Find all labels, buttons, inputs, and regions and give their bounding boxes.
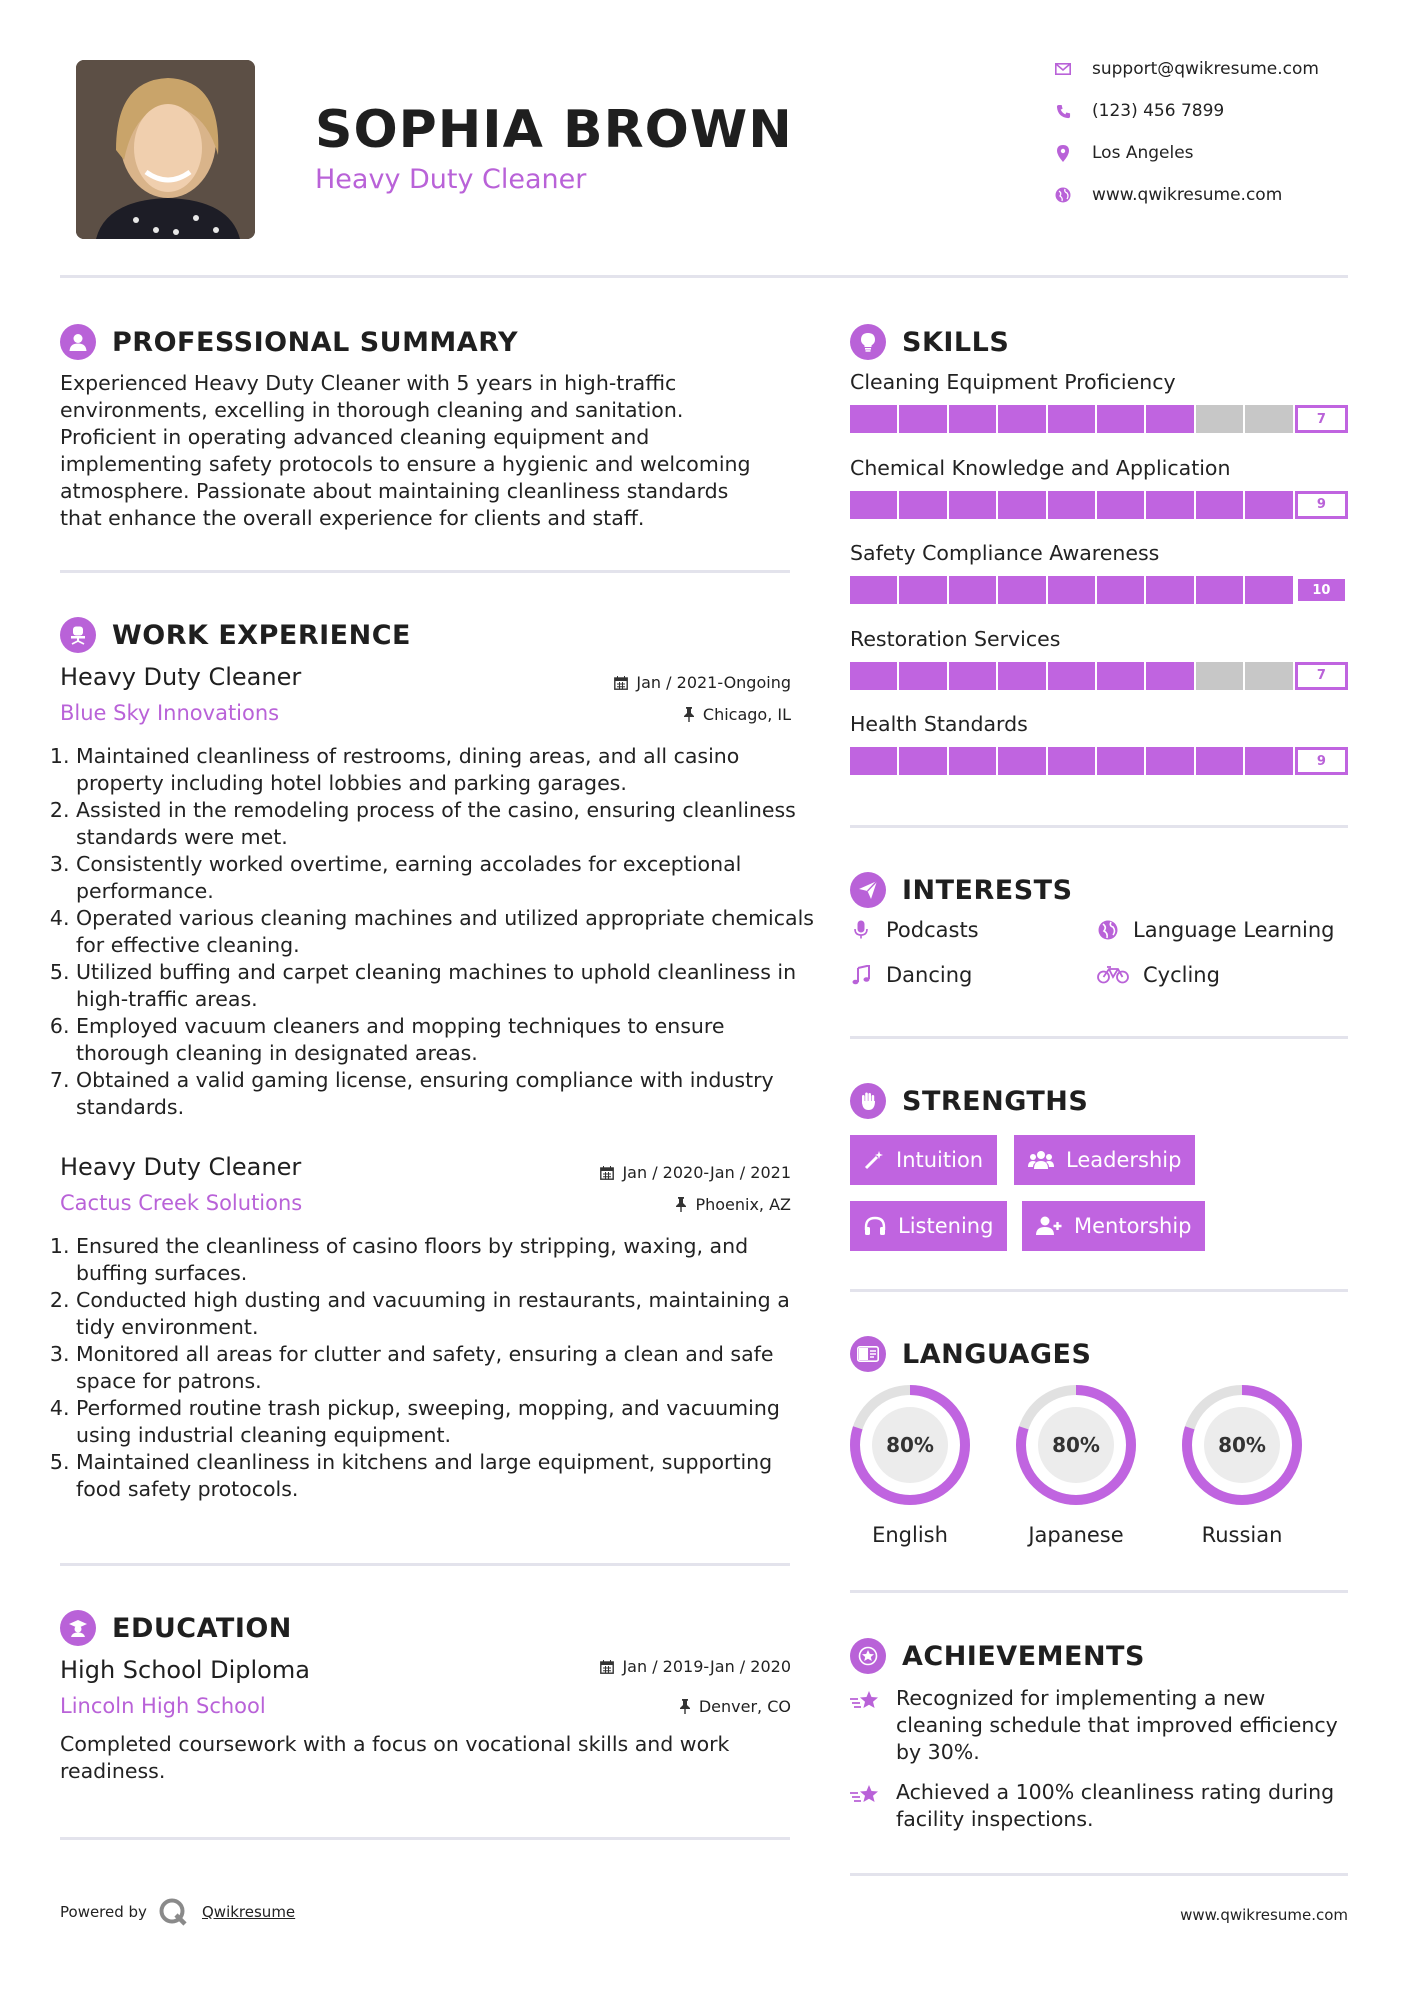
language-item [996,1383,1156,1547]
strength-chip [850,1201,1007,1251]
language-name: Japanese [1028,1523,1124,1547]
skill-name: Restoration Services [850,626,1061,651]
job-1-duties [58,743,821,1121]
duty-item: 1. Maintained cleanliness of restrooms, dining areas, and all casino property including hotel lobbies and parking garages. [76,743,821,797]
languages-title: LANGUAGES [902,1338,1092,1370]
skill-bar-segment [949,576,998,604]
skills-divider [850,825,1348,828]
language-ring [848,1383,972,1507]
music-note-icon [850,965,872,985]
interest-label: Language Learning [1133,918,1335,942]
shooting-star-icon [850,1779,880,1833]
achievements-heading [850,1638,1145,1674]
job-2-duties [58,1233,821,1503]
skill-bar-segment [949,662,998,690]
job-2-title: Heavy Duty Cleaner [60,1153,302,1181]
skill-bar-segment [949,747,998,775]
job-1-title: Heavy Duty Cleaner [60,663,302,691]
education-school: Lincoln High School [60,1694,266,1718]
paper-plane-icon [850,872,886,908]
strength-label: Leadership [1066,1148,1182,1172]
graduate-icon [60,1610,96,1646]
contact-location-text: Los Angeles [1092,143,1194,163]
powered-by-label: Powered by [60,1903,147,1921]
job-2-location [500,1195,791,1214]
skill-bar-segment [1196,576,1245,604]
qwikresume-logo [158,1897,188,1931]
candidate-title: Heavy Duty Cleaner [315,164,587,195]
strength-chip [1014,1135,1195,1185]
achievement-line: by 30%. [896,1740,980,1764]
users-icon [1028,1150,1054,1170]
education-degree: High School Diploma [60,1656,310,1684]
language-name: English [872,1523,948,1547]
skill-bar-segment [1048,747,1097,775]
summary-divider [60,570,790,573]
headphones-icon [864,1216,886,1236]
skill-bar-segment [1196,405,1245,433]
skills-title: SKILLS [902,326,1010,358]
skill-bar-segment [1245,747,1294,775]
duty-item: 5. Maintained cleanliness in kitchens and large equipment, supporting food safety protocols. [76,1449,821,1503]
skill-bar-segment [998,576,1047,604]
skill-bar-segment [949,405,998,433]
education-dates [500,1657,791,1676]
skill-bar-segment [850,491,899,519]
skill-bar-segment [1245,662,1294,690]
skill-bar-segment [899,405,948,433]
language-ring [1180,1383,1304,1507]
job-2-dates-text: Jan / 2020-Jan / 2021 [622,1163,791,1182]
office-chair-icon [60,617,96,653]
skill-bar-segment [850,662,899,690]
skill-item [850,712,1348,775]
pushpin-icon [679,1699,691,1714]
language-item [1162,1383,1322,1547]
summary-line: Experienced Heavy Duty Cleaner with 5 years in high-traffic [60,371,677,395]
skill-bar-segment [1196,747,1245,775]
education-location-text: Denver, CO [698,1697,791,1716]
duty-item: 2. Conducted high dusting and vacuuming in restaurants, maintaining a tidy environment. [76,1287,821,1341]
skill-bar-segment [1097,405,1146,433]
skill-bar-segment [1146,747,1195,775]
skill-bar-segment [1097,491,1146,519]
skill-bar-segment [1097,662,1146,690]
summary-line: environments, excelling in thorough cleaning and sanitation. [60,398,684,422]
skill-score-box: 10 [1295,576,1348,604]
duty-item: 7. Obtained a valid gaming license, ensuring compliance with industry standards. [76,1067,821,1121]
strength-chip [850,1135,997,1185]
skill-bar-segment [1048,491,1097,519]
lightbulb-icon [850,324,886,360]
skill-score-box: 9 [1295,747,1348,775]
duty-item: 6. Employed vacuum cleaners and mopping techniques to ensure thorough cleaning in designated areas. [76,1013,821,1067]
interest-label: Dancing [886,963,973,987]
contact-email[interactable] [1052,58,1352,80]
skill-item [850,627,1348,690]
header-divider [60,275,1348,278]
education-dates-text: Jan / 2019-Jan / 2020 [622,1657,791,1676]
duty-item: 2. Assisted in the remodeling process of the casino, ensuring cleanliness standards were met. [76,797,821,851]
achievement-line: cleaning schedule that improved efficiency [896,1713,1338,1737]
skill-score-box: 7 [1295,662,1348,690]
achievement-line: Recognized for implementing a new [896,1686,1266,1710]
duty-item: 5. Utilized buffing and carpet cleaning machines to uphold cleanliness in high-traffic areas. [76,959,821,1013]
skill-bar [850,662,1348,690]
interest-label: Cycling [1143,963,1220,987]
skill-bar-segment [899,662,948,690]
interest-item [1097,918,1334,942]
interests-divider [850,1036,1348,1039]
interest-label: Podcasts [886,918,979,942]
education-divider [60,1837,790,1840]
calendar-icon [600,1660,614,1674]
skill-bar-segment [1245,576,1294,604]
user-icon [60,324,96,360]
summary-line: implementing safety protocols to ensure a hygienic and welcoming [60,452,751,476]
map-pin-icon [1052,142,1074,164]
summary-text [60,370,800,532]
job-1-dates [500,673,791,692]
summary-line: atmosphere. Passionate about maintaining cleanliness standards [60,479,729,503]
calendar-icon [614,676,628,690]
language-percent: 80% [1218,1433,1266,1457]
skill-bar-segment [998,662,1047,690]
contact-location [1052,142,1352,164]
interest-item [850,963,972,987]
language-card-icon [850,1336,886,1372]
skill-bar-segment [1245,491,1294,519]
education-line: readiness. [60,1759,166,1783]
microphone-icon [850,920,872,940]
duty-item: 3. Monitored all areas for clutter and safety, ensuring a clean and safe space for patrons. [76,1341,821,1395]
duty-item: 1. Ensured the cleanliness of casino floors by stripping, waxing, and buffing surfaces. [76,1233,821,1287]
skill-score-box: 9 [1295,491,1348,519]
achievements-divider [850,1873,1348,1876]
skill-bar-segment [1146,662,1195,690]
skills-heading [850,324,1009,360]
skill-bar-segment [1196,491,1245,519]
interest-item [850,918,979,942]
summary-title: PROFESSIONAL SUMMARY [112,326,519,358]
contact-email-text: support@qwikresume.com [1092,59,1319,79]
calendar-icon [600,1166,614,1180]
skill-bar-segment [1146,576,1195,604]
languages-list [830,1383,1350,1553]
job-2-company: Cactus Creek Solutions [60,1191,303,1215]
skill-score-box: 7 [1295,405,1348,433]
achievement-line: Achieved a 100% cleanliness rating during [896,1780,1335,1804]
education-description [60,1731,800,1785]
qwikresume-link[interactable]: Qwikresume [202,1903,296,1921]
interests-heading [850,872,1073,908]
summary-line: Proficient in operating advanced cleaning equipment and [60,425,650,449]
job-2-location-text: Phoenix, AZ [695,1195,791,1214]
skill-bar [850,576,1348,604]
strength-label: Listening [898,1214,994,1238]
strength-label: Mentorship [1074,1214,1192,1238]
languages-divider [850,1590,1348,1593]
job-1-company: Blue Sky Innovations [60,701,280,725]
globe-icon [1097,920,1119,940]
skill-bar-segment [949,491,998,519]
education-heading [60,1610,292,1646]
skill-name: Chemical Knowledge and Application [850,455,1231,480]
language-percent: 80% [886,1433,934,1457]
contact-website-text: www.qwikresume.com [1092,185,1283,205]
job-1-dates-text: Jan / 2021-Ongoing [636,673,791,692]
contact-website[interactable] [1052,184,1352,206]
achievements-title: ACHIEVEMENTS [902,1640,1145,1672]
language-ring [1014,1383,1138,1507]
star-badge-icon [850,1638,886,1674]
experience-title: WORK EXPERIENCE [112,619,411,651]
strengths-heading [850,1083,1088,1119]
strengths-title: STRENGTHS [902,1085,1089,1117]
skill-bar [850,405,1348,433]
magic-wand-icon [864,1150,884,1170]
skill-bar-segment [1048,576,1097,604]
pushpin-icon [683,707,695,722]
skill-name: Cleaning Equipment Proficiency [850,370,1176,394]
skill-name: Health Standards [850,712,1028,736]
interest-item [1097,963,1220,987]
job-1-location [500,705,791,724]
education-line: Completed coursework with a focus on vocational skills and work [60,1732,730,1756]
skill-bar-segment [1097,747,1146,775]
skill-bar [850,747,1348,775]
achievement-item [850,1685,1350,1766]
skill-bar-segment [1097,576,1146,604]
globe-icon [1052,184,1074,206]
candidate-name: SOPHIA BROWN [315,100,793,160]
skill-item [850,370,1348,433]
contact-phone-text: (123) 456 7899 [1092,101,1225,121]
language-name: Russian [1201,1523,1283,1547]
languages-heading [850,1336,1091,1372]
skill-name: Safety Compliance Awareness [850,541,1160,565]
education-location [500,1697,791,1716]
experience-divider [60,1563,790,1566]
skill-bar [850,491,1348,519]
skill-bar-segment [850,576,899,604]
language-item [830,1383,990,1547]
interests-title: INTERESTS [902,874,1073,906]
strength-label: Intuition [896,1148,984,1172]
skill-bar-segment [998,405,1047,433]
experience-heading [60,617,411,653]
user-plus-icon [1036,1216,1062,1236]
bicycle-icon [1097,966,1129,984]
summary-heading [60,324,518,360]
phone-icon [1052,100,1074,122]
duty-item: 3. Consistently worked overtime, earning accolades for exceptional performance. [76,851,821,905]
achievement-line: facility inspections. [896,1807,1094,1831]
skill-bar-segment [1048,405,1097,433]
skill-bar-segment [998,747,1047,775]
duty-item: 4. Operated various cleaning machines and utilized appropriate chemicals for effective cleaning. [76,905,821,959]
contact-phone[interactable] [1052,100,1352,122]
achievement-item [850,1779,1350,1833]
education-title: EDUCATION [112,1612,292,1644]
skill-bar-segment [998,491,1047,519]
shooting-star-icon [850,1685,880,1766]
job-2-dates [500,1163,791,1182]
skill-bar-segment [850,405,899,433]
language-percent: 80% [1052,1433,1100,1457]
raised-hand-icon [850,1083,886,1119]
job-1-location-text: Chicago, IL [702,705,791,724]
skill-bar-segment [899,747,948,775]
skill-bar-segment [899,491,948,519]
summary-line: that enhance the overall experience for clients and staff. [60,506,645,530]
skill-bar-segment [1048,662,1097,690]
envelope-icon [1052,58,1074,80]
pushpin-icon [675,1197,687,1212]
footer-website[interactable]: www.qwikresume.com [1180,1906,1348,1924]
skill-bar-segment [1146,491,1195,519]
skill-bar-segment [1146,405,1195,433]
skill-bar-segment [1245,405,1294,433]
skill-bar-segment [899,576,948,604]
duty-item: 4. Performed routine trash pickup, sweeping, mopping, and vacuuming using industrial cleaning equipment. [76,1395,821,1449]
strengths-divider [850,1289,1348,1292]
skill-bar-segment [850,747,899,775]
skill-item [850,456,1348,519]
strength-chip [1022,1201,1205,1251]
skill-bar-segment [1196,662,1245,690]
profile-photo [76,60,255,239]
skill-item [850,541,1348,604]
